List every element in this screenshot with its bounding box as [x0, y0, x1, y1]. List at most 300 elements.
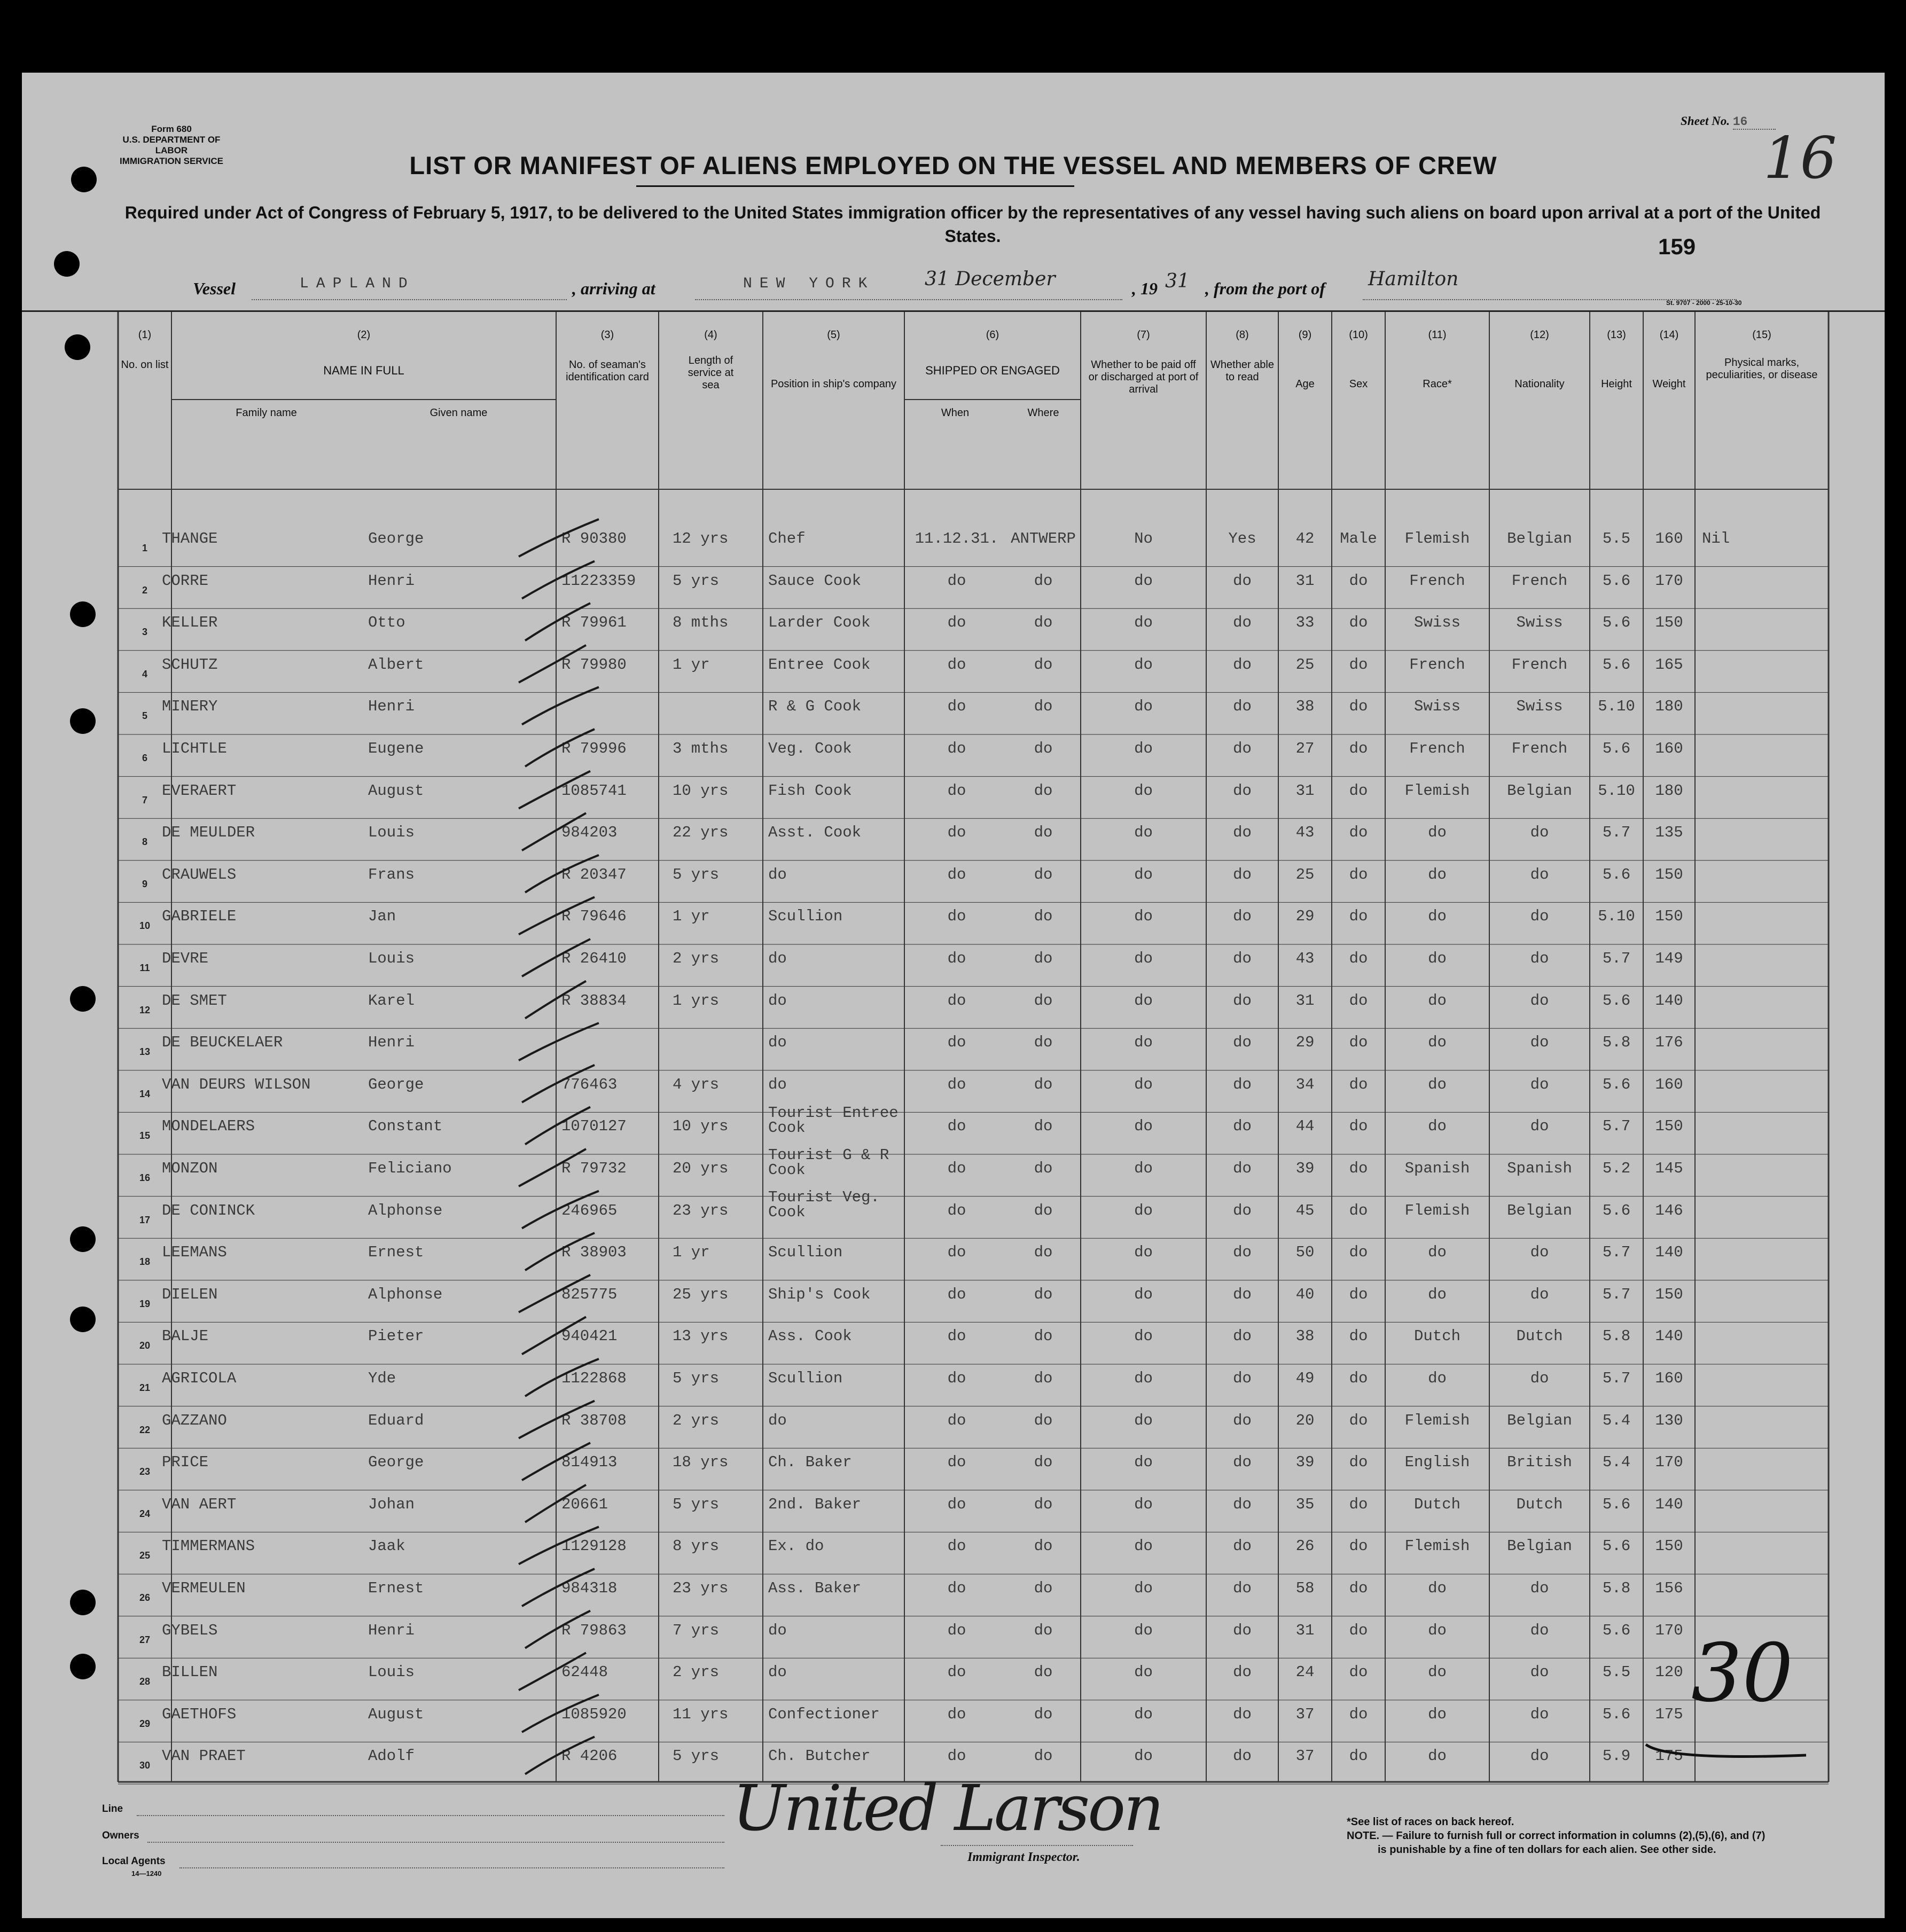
cell-weight: 170 — [1655, 572, 1683, 590]
cell-race: do — [1428, 1034, 1447, 1052]
cell-nationality: do — [1530, 1621, 1549, 1639]
cell-where: do — [1034, 908, 1053, 926]
cell-race: French — [1409, 655, 1465, 674]
cell-age: 31 — [1295, 781, 1315, 800]
cell-weight: 130 — [1655, 1411, 1683, 1429]
form-number: Form 680 — [151, 124, 192, 134]
cell-given: Ernest — [368, 1243, 424, 1262]
cell-family: DE BEUCKELAER — [162, 1034, 283, 1052]
cell-race: do — [1428, 991, 1447, 1010]
cell-position: do — [768, 865, 787, 883]
cell-read: do — [1233, 991, 1252, 1010]
cell-height: 5.6 — [1602, 865, 1631, 883]
arriving-port: NEW YORK — [743, 276, 875, 292]
cell-paid: do — [1134, 614, 1153, 632]
cell-nationality: British — [1507, 1453, 1572, 1472]
check-mark — [525, 729, 595, 766]
cell-when: do — [947, 781, 966, 800]
cell-read: do — [1233, 1579, 1252, 1597]
cell-card: R 79961 — [561, 614, 627, 632]
row-number: 27 — [139, 1634, 151, 1645]
cell-age: 24 — [1295, 1663, 1315, 1681]
cell-height: 5.6 — [1602, 991, 1631, 1010]
cell-given: Jaak — [368, 1537, 405, 1555]
cell-nationality: do — [1530, 950, 1549, 967]
cell-given: Alphonse — [368, 1285, 443, 1303]
cell-height: 5.4 — [1602, 1411, 1631, 1429]
cell-paid: do — [1134, 1327, 1153, 1346]
cell-position: Asst. Cook — [768, 824, 862, 842]
cell-family: DE SMET — [162, 991, 227, 1010]
footer-owners-underline — [147, 1842, 724, 1843]
cell-card: 11223359 — [561, 572, 636, 590]
cell-age: 27 — [1295, 740, 1315, 757]
cell-read: do — [1233, 572, 1252, 590]
cell-age: 37 — [1295, 1747, 1315, 1765]
cell-position: Ass. Cook — [768, 1327, 852, 1346]
cell-height: 5.5 — [1602, 530, 1631, 547]
print-code: St. 9707 - 2000 - 25-10-30 — [1666, 299, 1742, 307]
cell-read: do — [1233, 740, 1252, 757]
cell-card: R 26410 — [561, 950, 627, 967]
cell-where: do — [1034, 1075, 1053, 1093]
fine-note-2: is punishable by a fine of ten dollars for each alien. See other side. — [1378, 1844, 1716, 1856]
cell-when: do — [947, 1495, 966, 1513]
cell-paid: do — [1134, 698, 1153, 716]
cell-nationality: do — [1530, 1579, 1549, 1597]
cell-weight: 180 — [1655, 698, 1683, 716]
cell-card: 1085741 — [561, 781, 627, 800]
cell-where: do — [1034, 824, 1053, 842]
cell-given: Johan — [368, 1495, 415, 1513]
cell-height: 5.7 — [1602, 1370, 1631, 1387]
cell-race: do — [1428, 950, 1447, 967]
cell-family: GAZZANO — [162, 1411, 227, 1429]
row-number: 13 — [139, 1046, 151, 1058]
cell-where: do — [1034, 572, 1053, 590]
check-mark — [519, 897, 595, 934]
row-number: 1 — [142, 543, 147, 553]
cell-height: 5.6 — [1602, 1537, 1631, 1555]
row-number: 7 — [142, 794, 147, 805]
cell-race: do — [1428, 1285, 1447, 1303]
cell-position: do — [768, 1663, 787, 1681]
check-mark — [522, 1317, 586, 1354]
footer-notes — [1347, 1815, 1765, 1857]
cell-given: Constant — [368, 1117, 443, 1136]
cell-age: 39 — [1295, 1160, 1315, 1177]
check-mark — [525, 1485, 586, 1522]
header-position: Position in ship's company — [770, 378, 897, 390]
check-mark — [519, 1653, 586, 1690]
cell-length: 23 yrs — [673, 1201, 729, 1219]
cell-where: do — [1034, 991, 1053, 1010]
cell-when: 11.12.31. — [915, 530, 999, 547]
cell-family: AGRICOLA — [162, 1370, 237, 1387]
stamp-number: 159 — [1658, 234, 1696, 259]
cell-paid: do — [1134, 1495, 1153, 1513]
check-mark — [522, 687, 599, 724]
cell-paid: do — [1134, 1370, 1153, 1387]
check-mark — [519, 1023, 599, 1060]
cell-sex: do — [1349, 824, 1368, 842]
cell-given: Henri — [368, 698, 415, 716]
cell-length: 20 yrs — [673, 1160, 729, 1177]
header-given-name: Given name — [429, 407, 488, 419]
check-mark — [525, 1359, 599, 1396]
cell-given: Pieter — [368, 1327, 424, 1346]
cell-nationality: Dutch — [1516, 1495, 1563, 1513]
cell-where: do — [1034, 614, 1053, 632]
cell-nationality: do — [1530, 1663, 1549, 1681]
cell-given: Henri — [368, 1621, 415, 1639]
cell-position: Scullion — [768, 1243, 843, 1262]
cell-read: Yes — [1228, 530, 1256, 547]
cell-paid: do — [1134, 865, 1153, 883]
cell-height: 5.6 — [1602, 1705, 1631, 1723]
cell-card: 246965 — [561, 1201, 618, 1219]
cell-race: do — [1428, 824, 1447, 842]
cell-height: 5.6 — [1602, 655, 1631, 674]
row-number: 17 — [139, 1214, 151, 1225]
check-mark — [522, 561, 595, 599]
cell-read: do — [1233, 1370, 1252, 1387]
cell-length: 22 yrs — [673, 824, 729, 842]
cell-when: do — [947, 950, 966, 967]
cell-nationality: do — [1530, 1034, 1549, 1052]
check-mark — [519, 771, 590, 809]
row-number: 30 — [139, 1760, 151, 1771]
cell-when: do — [947, 572, 966, 590]
check-mark — [522, 1191, 599, 1229]
cell-card: 814913 — [561, 1453, 618, 1472]
cell-paid: do — [1134, 1537, 1153, 1555]
cell-read: do — [1233, 1201, 1252, 1219]
cell-age: 50 — [1295, 1243, 1315, 1262]
cell-nationality: French — [1511, 572, 1568, 590]
cell-weight: 120 — [1655, 1663, 1683, 1681]
cell-age: 38 — [1295, 698, 1315, 716]
cell-race: French — [1409, 572, 1465, 590]
row-number: 14 — [139, 1088, 151, 1099]
cell-paid: No — [1134, 530, 1153, 547]
cell-card: 940421 — [561, 1327, 618, 1346]
cell-paid: do — [1134, 1075, 1153, 1093]
cell-when: do — [947, 740, 966, 757]
cell-family: VERMEULEN — [162, 1579, 246, 1597]
cell-marks: Nil — [1702, 530, 1730, 547]
row-number: 25 — [139, 1550, 151, 1561]
cell-race: Swiss — [1413, 698, 1460, 716]
cell-weight: 150 — [1655, 614, 1683, 632]
check-mark — [525, 1737, 595, 1774]
row-number: 18 — [139, 1256, 151, 1268]
cell-height: 5.6 — [1602, 1075, 1631, 1093]
cell-race: do — [1428, 1117, 1447, 1136]
cell-card: 825775 — [561, 1285, 618, 1303]
page-subtitle: Required under Act of Congress of February 5, 1917, to be delivered to the United States immigration officer by the representatives of any vessel having such aliens on board upon arrival at a port of the United States. — [124, 203, 1821, 246]
cell-sex: do — [1349, 572, 1368, 590]
cell-when: do — [947, 865, 966, 883]
cell-length: 5 yrs — [673, 1495, 720, 1513]
cell-sex: do — [1349, 698, 1368, 716]
cell-where: do — [1034, 1453, 1053, 1472]
cell-family: MONDELAERS — [162, 1117, 255, 1136]
row-number: 2 — [142, 584, 147, 596]
cell-read: do — [1233, 824, 1252, 842]
cell-card: 984318 — [561, 1579, 618, 1597]
cell-where: do — [1034, 1117, 1053, 1136]
cell-read: do — [1233, 1537, 1252, 1555]
cell-race: Dutch — [1413, 1495, 1460, 1513]
cell-family: DE CONINCK — [162, 1201, 255, 1219]
sheet-label: Sheet No. — [1681, 114, 1730, 128]
cell-given: Feliciano — [368, 1160, 452, 1177]
cell-given: August — [368, 1705, 424, 1723]
cell-given: George — [368, 1075, 424, 1093]
cell-height: 5.7 — [1602, 1117, 1631, 1136]
cell-age: 34 — [1295, 1075, 1315, 1093]
col-num-2: (2) — [357, 329, 371, 341]
cell-sex: do — [1349, 991, 1368, 1010]
vessel-label: Vessel — [193, 279, 236, 298]
cell-card: R 90380 — [561, 530, 627, 547]
form-service: IMMIGRATION SERVICE — [120, 156, 223, 166]
cell-position: R & G Cook — [768, 698, 862, 716]
cell-weight: 175 — [1655, 1705, 1683, 1723]
cell-sex: do — [1349, 1160, 1368, 1177]
row-number: 8 — [142, 836, 147, 848]
cell-sex: do — [1349, 1537, 1368, 1555]
cell-length: 10 yrs — [673, 781, 729, 800]
cell-paid: do — [1134, 1663, 1153, 1681]
cell-sex: Male — [1340, 530, 1377, 547]
cell-weight: 170 — [1655, 1453, 1683, 1472]
cell-given: Karel — [368, 991, 415, 1010]
cell-length: 18 yrs — [673, 1453, 729, 1472]
cell-race: Flemish — [1404, 1201, 1470, 1219]
cell-family: EVERAERT — [162, 781, 237, 800]
cell-weight: 160 — [1655, 1075, 1683, 1093]
check-mark — [519, 1401, 595, 1438]
cell-where: do — [1034, 1285, 1053, 1303]
cell-length: 10 yrs — [673, 1117, 729, 1136]
cell-race: Spanish — [1404, 1160, 1470, 1177]
cell-weight: 165 — [1655, 655, 1683, 674]
cell-weight: 150 — [1655, 1285, 1683, 1303]
cell-family: DEVRE — [162, 950, 209, 967]
cell-sex: do — [1349, 865, 1368, 883]
races-note: *See list of races on back hereof. — [1347, 1816, 1514, 1828]
cell-position: Ex. do — [768, 1537, 824, 1555]
cell-card: 20661 — [561, 1495, 608, 1513]
cell-nationality: do — [1530, 908, 1549, 926]
cell-family: SCHUTZ — [162, 655, 218, 674]
cell-length: 11 yrs — [673, 1705, 729, 1723]
cell-age: 45 — [1295, 1201, 1315, 1219]
cell-weight: 140 — [1655, 1495, 1683, 1513]
cell-given: Henri — [368, 572, 415, 590]
cell-age: 29 — [1295, 908, 1315, 926]
cell-nationality: Belgian — [1507, 1411, 1572, 1429]
cell-height: 5.10 — [1598, 698, 1635, 716]
cell-length: 4 yrs — [673, 1075, 720, 1093]
cell-nationality: Spanish — [1507, 1160, 1572, 1177]
col-num-6: (6) — [986, 329, 999, 341]
cell-when: do — [947, 1117, 966, 1136]
cell-where: do — [1034, 1495, 1053, 1513]
cell-height: 5.6 — [1602, 1201, 1631, 1219]
cell-length: 1 yr — [673, 1243, 710, 1262]
fine-note-1: NOTE. — Failure to furnish full or correct information in columns (2),(5),(6), and (7) — [1347, 1830, 1766, 1842]
cell-paid: do — [1134, 950, 1153, 967]
cell-family: CRAUWELS — [162, 865, 237, 883]
cell-height: 5.7 — [1602, 1243, 1631, 1262]
check-mark — [525, 1107, 590, 1144]
cell-card: R 79980 — [561, 655, 627, 674]
cell-weight: 150 — [1655, 1537, 1683, 1555]
check-mark — [519, 1149, 586, 1186]
cell-when: do — [947, 1075, 966, 1093]
cell-position: Confectioner — [768, 1705, 880, 1723]
row-number: 26 — [139, 1592, 151, 1603]
cell-age: 25 — [1295, 865, 1315, 883]
cell-family: BALJE — [162, 1327, 209, 1346]
cell-when: do — [947, 1537, 966, 1555]
cell-sex: do — [1349, 614, 1368, 632]
cell-paid: do — [1134, 1243, 1153, 1262]
cell-position: Ch. Butcher — [768, 1747, 871, 1765]
cell-weight: 160 — [1655, 1370, 1683, 1387]
cell-where: do — [1034, 1201, 1053, 1219]
cell-age: 31 — [1295, 572, 1315, 590]
cell-family: MONZON — [162, 1160, 218, 1177]
col-num-13: (13) — [1607, 329, 1626, 341]
cell-race: Flemish — [1404, 1537, 1470, 1555]
cell-sex: do — [1349, 1621, 1368, 1639]
cell-where: do — [1034, 1327, 1053, 1346]
check-mark — [525, 603, 590, 640]
cell-nationality: Belgian — [1507, 1537, 1572, 1555]
check-mark — [522, 1443, 590, 1480]
cell-given: Louis — [368, 824, 415, 842]
cell-height: 5.9 — [1602, 1747, 1631, 1765]
cell-where: do — [1034, 865, 1053, 883]
cell-position: do — [768, 1621, 787, 1639]
cell-where: do — [1034, 1370, 1053, 1387]
cell-weight: 135 — [1655, 824, 1683, 842]
cell-where: do — [1034, 1579, 1053, 1597]
cell-age: 33 — [1295, 614, 1315, 632]
cell-family: LICHTLE — [162, 740, 227, 757]
cell-age: 25 — [1295, 655, 1315, 674]
header-length-service: Length of service at sea — [688, 355, 734, 391]
cell-given: August — [368, 781, 424, 800]
cell-sex: do — [1349, 1327, 1368, 1346]
cell-height: 5.6 — [1602, 1621, 1631, 1639]
col-num-3: (3) — [600, 329, 614, 341]
cell-read: do — [1233, 950, 1252, 967]
cell-age: 31 — [1295, 991, 1315, 1010]
cell-sex: do — [1349, 1495, 1368, 1513]
cell-card: 1070127 — [561, 1117, 627, 1136]
cell-position: Entree Cook — [768, 655, 871, 674]
cell-length: 23 yrs — [673, 1579, 729, 1597]
cell-read: do — [1233, 1705, 1252, 1723]
cell-when: do — [947, 991, 966, 1010]
cell-height: 5.2 — [1602, 1160, 1631, 1177]
cell-given: Yde — [368, 1370, 396, 1387]
cell-where: do — [1034, 1034, 1053, 1052]
cell-age: 37 — [1295, 1705, 1315, 1723]
cell-given: Ernest — [368, 1579, 424, 1597]
cell-age: 49 — [1295, 1370, 1315, 1387]
cell-card: 984203 — [561, 824, 618, 842]
cell-race: do — [1428, 908, 1447, 926]
cell-paid: do — [1134, 655, 1153, 674]
cell-sex: do — [1349, 781, 1368, 800]
cell-sex: do — [1349, 1201, 1368, 1219]
cell-family: VAN AERT — [162, 1495, 237, 1513]
footer-agents-underline — [179, 1867, 724, 1868]
from-port: Hamilton — [1368, 268, 1459, 290]
cell-sex: do — [1349, 1117, 1368, 1136]
cell-read: do — [1233, 1663, 1252, 1681]
cell-race: English — [1404, 1453, 1470, 1472]
col-num-9: (9) — [1298, 329, 1312, 341]
cell-race: do — [1428, 1243, 1447, 1262]
header-age: Age — [1295, 378, 1315, 390]
cell-sex: do — [1349, 1453, 1368, 1472]
check-mark — [525, 1611, 590, 1648]
cell-where: do — [1034, 1747, 1053, 1765]
row-number: 24 — [139, 1508, 151, 1519]
cell-sex: do — [1349, 1285, 1368, 1303]
cell-paid: do — [1134, 1034, 1153, 1052]
cell-card: 1122868 — [561, 1370, 627, 1387]
cell-nationality: Belgian — [1507, 1201, 1572, 1219]
cell-when: do — [947, 1327, 966, 1346]
cell-family: MINERY — [162, 698, 218, 716]
cell-sex: do — [1349, 740, 1368, 757]
cell-nationality: do — [1530, 1705, 1549, 1723]
cell-length: 5 yrs — [673, 865, 720, 883]
cell-paid: do — [1134, 1201, 1153, 1219]
cell-where: ANTWERP — [1011, 530, 1076, 547]
cell-given: Henri — [368, 1034, 415, 1052]
cell-nationality: do — [1530, 1370, 1549, 1387]
cell-height: 5.10 — [1598, 781, 1635, 800]
cell-height: 5.7 — [1602, 824, 1631, 842]
cell-nationality: Swiss — [1516, 698, 1563, 716]
row-number: 3 — [142, 627, 147, 638]
footer-owners-label: Owners — [102, 1830, 139, 1841]
total-underline-mark — [1646, 1745, 1806, 1757]
cell-family: VAN PRAET — [162, 1747, 246, 1765]
cell-nationality: French — [1511, 740, 1568, 757]
check-mark — [525, 1233, 595, 1270]
cell-family: PRICE — [162, 1453, 209, 1472]
inspector-signature: United Larson — [732, 1771, 1162, 1845]
cell-height: 5.6 — [1602, 614, 1631, 632]
cell-weight: 146 — [1655, 1201, 1683, 1219]
header-sex: Sex — [1349, 378, 1368, 390]
cell-weight: 156 — [1655, 1579, 1683, 1597]
col-num-1: (1) — [138, 329, 152, 341]
header-nationality: Nationality — [1514, 378, 1565, 390]
cell-read: do — [1233, 908, 1252, 926]
row-number: 9 — [142, 878, 147, 889]
